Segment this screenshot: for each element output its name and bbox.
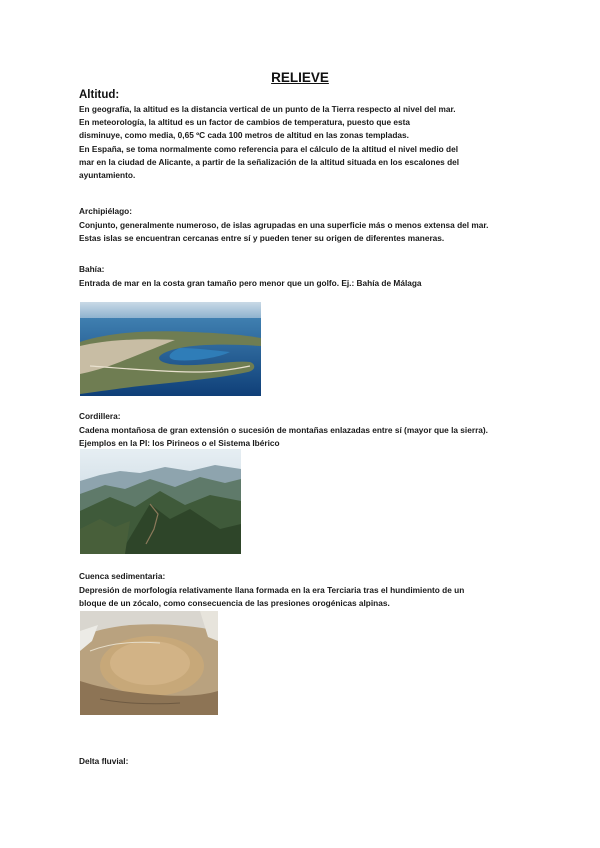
bahia-term: Bahía: bbox=[79, 264, 105, 274]
cordillera-line: Cadena montañosa de gran extensión o sucesión de montañas enlazadas entre sí (mayor que la sierra). bbox=[79, 425, 488, 435]
archipielago-paragraph bbox=[79, 219, 507, 245]
altitud-line: disminuye, como media, 0,65 ºC cada 100 metros de altitud en las zonas templadas. bbox=[79, 130, 409, 141]
bay-aerial-image bbox=[80, 302, 261, 396]
altitud-line: mar en la ciudad de Alicante, a partir de la señalización de la altitud situada en los escalones del bbox=[79, 156, 460, 167]
archipielago-line: Conjunto, generalmente numeroso, de islas agrupadas en una superficie más o menos extensa del mar. bbox=[79, 220, 489, 230]
bahia-photo bbox=[80, 302, 261, 396]
cuenca-photo bbox=[80, 611, 218, 715]
cuenca-line: bloque de un zócalo, como consecuencia de las presiones orogénicas alpinas. bbox=[79, 598, 390, 609]
altitud-paragraph bbox=[79, 103, 507, 182]
bahia-paragraph bbox=[79, 277, 507, 290]
altitud-line: En España, se toma normalmente como referencia para el cálculo de la altitud el nivel medio del bbox=[79, 143, 459, 154]
delta-term: Delta fluvial: bbox=[79, 756, 129, 766]
cordillera-term: Cordillera: bbox=[79, 411, 121, 421]
cuenca-paragraph bbox=[79, 584, 507, 610]
cordillera-photo bbox=[80, 449, 241, 554]
cuenca-term: Cuenca sedimentaria: bbox=[79, 571, 166, 581]
cordillera-line: Ejemplos en la PI: los Pirineos o el Sistema Ibérico bbox=[79, 438, 280, 449]
altitud-line: ayuntamiento. bbox=[79, 170, 136, 181]
document-title: RELIEVE bbox=[271, 70, 329, 85]
sedimentary-basin-image bbox=[80, 611, 218, 715]
cuenca-line: Depresión de morfología relativamente llana formada en la era Terciaria tras el hundimiento de un bbox=[79, 585, 465, 595]
mountain-range-image bbox=[80, 449, 241, 554]
altitud-heading: Altitud: bbox=[79, 89, 120, 101]
archipielago-term: Archipiélago: bbox=[79, 206, 133, 216]
cordillera-paragraph bbox=[79, 424, 519, 450]
altitud-line: En geografía, la altitud es la distancia vertical de un punto de la Tierra respecto al nivel del mar. bbox=[79, 104, 456, 114]
altitud-line: En meteorología, la altitud es un factor de cambios de temperatura, puesto que esta bbox=[79, 117, 411, 128]
bahia-line: Entrada de mar en la costa gran tamaño pero menor que un golfo. Ej.: Bahía de Málaga bbox=[79, 278, 422, 288]
archipielago-line: Estas islas se encuentran cercanas entre sí y pueden tener su origen de diferentes maneras. bbox=[79, 233, 445, 244]
